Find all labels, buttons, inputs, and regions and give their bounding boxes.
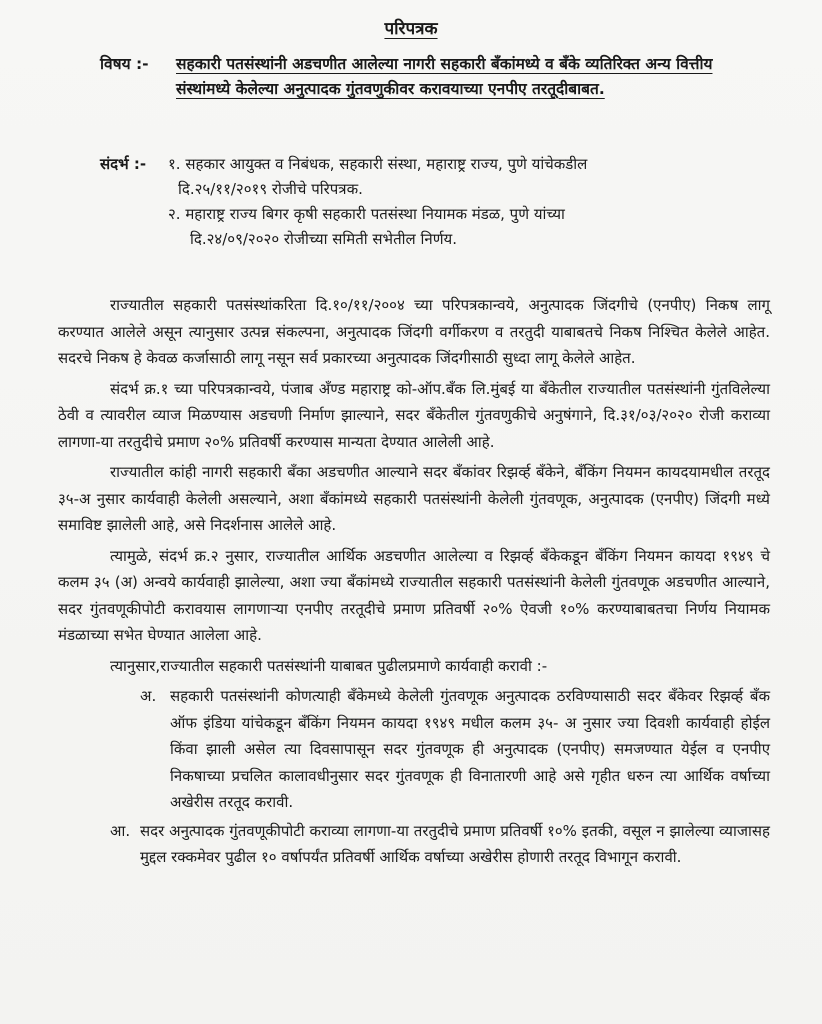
action-intro: त्यानुसार,राज्यातील सहकारी पतसंस्थांनी याबाबत पुढीलप्रमाणे कार्यवाही करावी :- <box>110 656 548 675</box>
paragraph-4: त्यामुळे, संदर्भ क्र.२ नुसार, राज्यातील आर्थिक अडचणीत आलेल्या व रिझर्व्ह बँकेकडून बँकिंग नियमन कायदा १९४९ चे कलम ३५ (अ) अन्वये कार्यवाही झालेल्या, अशा ज्या बँकांमध्ये राज्यातील सहकारी पतसंस्थांनी केलेली गुंतवणूक अडचणीत आल्याने, सदर गुंतवणूकीपोटी करावयास लागणाऱ्या एनपीए तरतूदीचे प्रमाण प्रतिवर्षी २०% ऐवजी १०% करण्याबाबतचा निर्णय नियामक मंडळाच्या सभेत घेण्यात आलेला आहे. <box>58 546 770 644</box>
references-block <box>100 152 740 252</box>
action-item-aa-text: सदर अनुत्पादक गुंतवणूकीपोटी कराव्या लागणा-या तरतुदीचे प्रमाण प्रतिवर्षी १०% इतकी, वसूल न झालेल्या व्याजासह मुद्दल रक्कमेवर पुढील १० वर्षापर्यंत प्रतिवर्षी आर्थिक वर्षाच्या अखेरीस होणारी तरतूद विभागून करावी. <box>140 821 770 866</box>
reference-2-line-2: दि.२४/०९/२०२० रोजीच्या समिती सभेतील निर्णय. <box>190 230 458 248</box>
document-body <box>58 292 770 873</box>
action-item-aa <box>110 818 770 871</box>
action-item-a-marker: अ. <box>140 687 157 705</box>
action-item-aa-marker: आ. <box>110 821 131 840</box>
paragraph-2: संदर्भ क्र.१ च्या परिपत्रकान्वये, पंजाब अँण्ड महाराष्ट्र को-ऑप.बँक लि.मुंबई या बँकेतील राज्यातील पतसंस्थांनी गुंतविलेल्या ठेवी व त्यावरील व्याज मिळण्यास अडचणी निर्माण झाल्याने, सदर बँकेतील गुंतवणुकीचे अनुषंगाने, दि.३१/०३/२०२० रोजी कराव्या लागणा-या तरतुदीचे प्रमाण २०% प्रतिवर्षी करण्यास मान्यता देण्यात आलेली आहे. <box>58 379 770 451</box>
subject-label: विषय :- <box>100 55 149 73</box>
subject-block <box>100 52 760 102</box>
reference-1-line-2: दि.२५/११/२०१९ रोजीचे परिपत्रक. <box>178 180 363 198</box>
document-title <box>0 16 822 39</box>
paragraph-1: राज्यातील सहकारी पतसंस्थांकरिता दि.१०/११/२००४ च्या परिपत्रकान्वये, अनुत्पादक जिंदगीचे (एनपीए) निकष लागू करण्यात आलेले असून त्यानुसार उत्पन्न संकल्पना, अनुत्पादक जिंदगी वर्गीकरण व तरतुदी याबाबतचे निकष निश्चित केलेले आहेत. सदरचे निकष हे केवळ कर्जासाठी लागू नसून सर्व प्रकारच्या अनुत्पादक जिंदगीसाठी सुध्दा लागू केलेले आहेत. <box>58 296 770 367</box>
reference-1-line-1: १. सहकार आयुक्त व निबंधक, सहकारी संस्था, महाराष्ट्र राज्य, पुणे यांचेकडील <box>168 155 588 173</box>
document-title-text: परिपत्रक <box>384 19 438 39</box>
reference-label: संदर्भ :- <box>100 155 147 173</box>
paragraph-3: राज्यातील कांही नागरी सहकारी बँका अडचणीत आल्याने सदर बँकांवर रिझर्व्ह बँकेने, बँकिंग नियमन कायदयामधील तरतूद ३५-अ नुसार कार्यवाही केलेली असल्याने, अशा बँकांमध्ये सहकारी पतसंस्थांनी केलेली गुंतवणूक, अनुत्पादक (एनपीए) जिंदगी मध्ये समाविष्ट झालेली आहे, असे निदर्शनास आलेले आहे. <box>58 463 770 534</box>
action-item-a <box>140 683 770 816</box>
action-item-a-text: सहकारी पतसंस्थांनी कोणत्याही बँकेमध्ये केलेली गुंतवणूक अनुत्पादक ठरविण्यासाठी सदर बँकेवर रिझर्व्ह बँक ऑफ इंडिया यांचेकडून बँकिंग नियमन कायदा १९४९ मधील कलम ३५- अ नुसार ज्या दिवशी कार्यवाही होईल किंवा झाली असेल त्या दिवसापासून सदर गुंतवणूक ही अनुत्पादक (एनपीए) समजण्यात येईल व एनपीए निकषाच्या प्रचलित कालावधीनुसार सदर गुंतवणूक ही विनातारणी आहे असे गृहीत धरुन त्या आर्थिक वर्षाच्या अखेरीस तरतूद करावी. <box>170 687 770 811</box>
action-list <box>110 683 770 871</box>
subject-text: सहकारी पतसंस्थांनी अडचणीत आलेल्या नागरी सहकारी बँकांमध्ये व बँके व्यतिरिक्त अन्य वित्तीय संस्थांमध्ये केलेल्या अनुत्पादक गुंतवणुकीवर करावयाच्या एनपीए तरतूदीबाबत. <box>176 55 713 98</box>
reference-2-line-1: २. महाराष्ट्र राज्य बिगर कृषी सहकारी पतसंस्था नियामक मंडळ, पुणे यांच्या <box>168 205 565 223</box>
